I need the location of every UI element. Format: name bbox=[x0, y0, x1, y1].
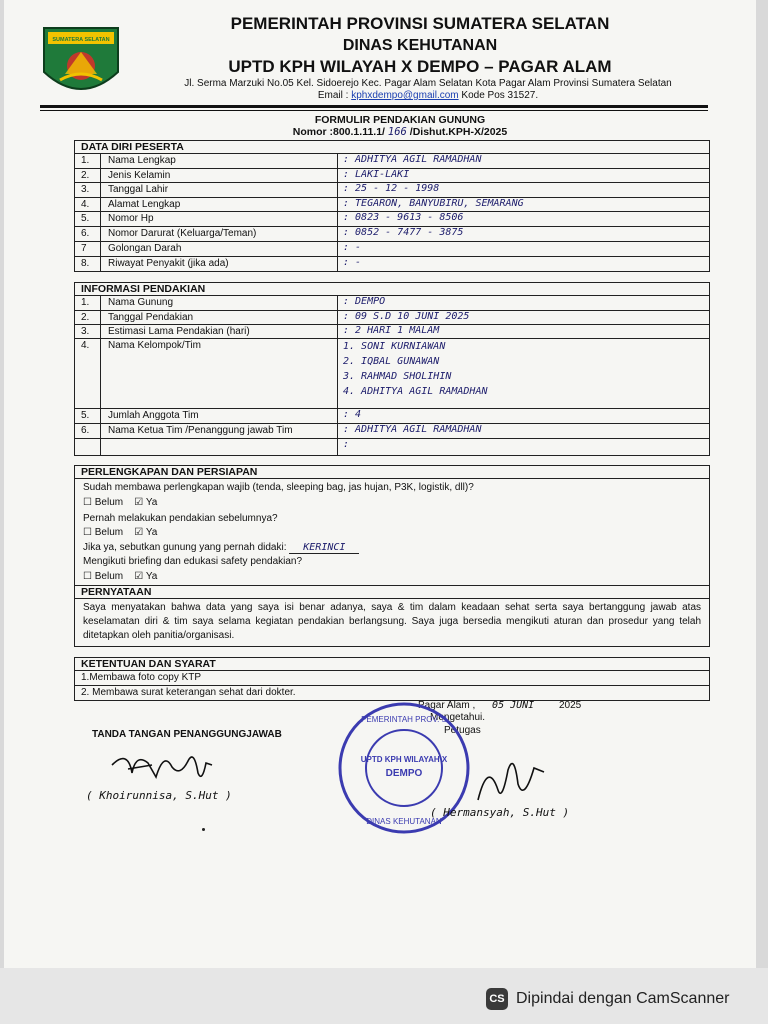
checkbox-checked-icon[interactable]: ☑ bbox=[134, 527, 144, 538]
header-rule-thick bbox=[40, 105, 708, 108]
stamp-bottom-text: DINAS KEHUTANAN bbox=[366, 817, 442, 826]
email-link[interactable]: kphxdempo@gmail.com bbox=[351, 90, 459, 101]
row-number: 4. bbox=[81, 340, 90, 351]
row-number: 7 bbox=[81, 243, 87, 254]
perlengkapan-section bbox=[74, 465, 710, 586]
team-member-item: 4. ADHITYA AGIL RAMADHAN bbox=[343, 386, 488, 397]
row-number: 8. bbox=[81, 258, 90, 269]
perlengkapan-heading: PERLENGKAPAN DAN PERSIAPAN bbox=[75, 466, 709, 479]
row-value: : LAKI-LAKI bbox=[343, 169, 410, 180]
row-value: : 09 S.D 10 JUNI 2025 bbox=[343, 311, 470, 322]
row-value: : 25 - 12 - 1998 bbox=[343, 183, 440, 194]
petugas-label: Petugas bbox=[444, 725, 481, 736]
camscanner-watermark bbox=[486, 988, 729, 1010]
row-value: : DEMPO bbox=[343, 296, 386, 307]
form-title: FORMULIR PENDAKIAN GUNUNG bbox=[314, 114, 486, 126]
camscanner-logo-icon: CS bbox=[486, 988, 508, 1010]
pernyataan-section bbox=[74, 585, 710, 647]
row-number: 3. bbox=[81, 184, 90, 195]
stamp-mid2-text: DEMPO bbox=[385, 768, 423, 779]
province-logo-icon bbox=[40, 24, 122, 102]
header-address: Jl. Serma Marzuki No.05 Kel. Sidoerejo Kec. Pagar Alam Selatan Kota Pagar Alam Provinsi Sumatera Selatan bbox=[184, 78, 672, 89]
table-row bbox=[75, 227, 709, 242]
table-row bbox=[75, 257, 709, 269]
row-label: Jenis Kelamin bbox=[108, 170, 171, 181]
team-member-item: 1. SONI KURNIAWAN bbox=[343, 341, 446, 352]
table-row bbox=[75, 325, 709, 339]
table-row bbox=[75, 409, 709, 424]
ink-dot bbox=[202, 828, 205, 831]
checkbox-empty-icon[interactable]: ☐ bbox=[83, 527, 92, 538]
table-row bbox=[75, 424, 709, 439]
row-value: : ADHITYA AGIL RAMADHAN bbox=[343, 424, 482, 435]
row-value: : bbox=[343, 439, 350, 450]
table-row bbox=[75, 212, 709, 227]
row-label: Riwayat Penyakit (jika ada) bbox=[108, 258, 229, 269]
row-number: 5. bbox=[81, 213, 90, 224]
pernyataan-text: Saya menyatakan bahwa data yang saya isi benar adanya, saya & tim dalam keadaan sehat serta saya bertanggung jawab atas keselamatan diri & tim saya selama kegiatan pendakian berlangsung. Saya juga bersedia mengikuti aturan dan prosedur yang telah ditetapkan oleh panitia/organisasi. bbox=[83, 602, 701, 641]
table-row bbox=[75, 198, 709, 212]
question-perlengkapan: Sudah membawa perlengkapan wajib (tenda, sleeping bag, jas hujan, P3K, logistik, dll)? bbox=[83, 482, 474, 493]
table-row bbox=[75, 296, 709, 311]
question-pengalaman: Pernah melakukan pendakian sebelumnya? bbox=[83, 513, 278, 524]
row-value: : 4 bbox=[343, 409, 362, 420]
row-value: : 0852 - 7477 - 3875 bbox=[343, 227, 464, 238]
row-number: 2. bbox=[81, 312, 90, 323]
checkbox-empty-icon[interactable]: ☐ bbox=[83, 497, 92, 508]
row-number: 4. bbox=[81, 199, 90, 210]
form-number bbox=[200, 126, 600, 138]
header-line1: PEMERINTAH PROVINSI SUMATERA SELATAN bbox=[230, 14, 610, 33]
team-member-item: 2. IQBAL GUNAWAN bbox=[343, 356, 440, 367]
row-number: 1. bbox=[81, 297, 90, 308]
ketentuan-section bbox=[74, 657, 710, 701]
form-number-hand: 166 bbox=[387, 126, 407, 138]
mengetahui-label: Mengetahui. bbox=[430, 712, 486, 723]
question-briefing: Mengikuti briefing dan edukasi safety pendakian? bbox=[83, 556, 303, 567]
header-line3: UPTD KPH WILAYAH X DEMPO – PAGAR ALAM bbox=[228, 57, 612, 76]
row-value: : 2 HARI 1 MALAM bbox=[343, 325, 440, 336]
list-item: 2. Membawa surat keterangan sehat dari dokter. bbox=[81, 687, 296, 698]
checkbox-empty-icon[interactable]: ☐ bbox=[83, 571, 92, 582]
gunung-didaki-answer: KERINCI bbox=[289, 542, 359, 554]
answer-briefing: ☐ Belum ☑ Ya bbox=[83, 571, 158, 582]
informasi-section bbox=[74, 282, 710, 456]
form-number-prefix: Nomor :800.1.11.1/ bbox=[292, 126, 385, 138]
row-number: 2. bbox=[81, 170, 90, 181]
row-number: 6. bbox=[81, 425, 90, 436]
row-label: Nama Kelompok/Tim bbox=[108, 340, 201, 351]
camscanner-label: Dipindai dengan CamScanner bbox=[516, 990, 730, 1007]
row-number: 3. bbox=[81, 326, 90, 337]
row-value: : ADHITYA AGIL RAMADHAN bbox=[343, 154, 482, 165]
data-diri-section bbox=[74, 140, 710, 272]
stamp-mid1-text: UPTD KPH WILAYAH X bbox=[360, 755, 448, 764]
row-value: : 0823 - 9613 - 8506 bbox=[343, 212, 464, 223]
form-number-suffix: /Dishut.KPH-X/2025 bbox=[409, 126, 508, 138]
left-signer-name: ( Khoirunnisa, S.Hut ) bbox=[86, 789, 232, 802]
row-value: : - bbox=[343, 257, 362, 268]
row-label: Alamat Lengkap bbox=[108, 199, 181, 210]
ketentuan-heading: KETENTUAN DAN SYARAT bbox=[75, 658, 709, 671]
checkbox-checked-icon[interactable]: ☑ bbox=[134, 497, 144, 508]
row-label: Jumlah Anggota Tim bbox=[108, 410, 199, 421]
row-number: 1. bbox=[81, 155, 90, 166]
informasi-heading: INFORMASI PENDAKIAN bbox=[75, 283, 709, 296]
place-date: Pagar Alam , 05 JUNI 2025 bbox=[418, 700, 582, 711]
pernyataan-heading: PERNYATAAN bbox=[75, 586, 709, 599]
header-email-line bbox=[148, 90, 708, 101]
checkbox-checked-icon[interactable]: ☑ bbox=[134, 571, 144, 582]
table-row bbox=[75, 154, 709, 169]
row-number: 5. bbox=[81, 410, 90, 421]
header-line2: DINAS KEHUTANAN bbox=[342, 37, 498, 54]
signature-scribble-icon bbox=[108, 743, 218, 787]
row-label: Nomor Hp bbox=[108, 213, 154, 224]
row-number: 6. bbox=[81, 228, 90, 239]
row-label: Estimasi Lama Pendakian (hari) bbox=[108, 326, 250, 337]
table-row bbox=[75, 169, 709, 183]
data-diri-heading: DATA DIRI PESERTA bbox=[75, 141, 709, 154]
table-row bbox=[75, 311, 709, 325]
table-row bbox=[75, 183, 709, 198]
answer-pengalaman: ☐ Belum ☑ Ya bbox=[83, 527, 158, 538]
row-label: Golongan Darah bbox=[108, 243, 182, 254]
stamp-top-text: PEMERINTAH PROV. S bbox=[361, 715, 447, 724]
logo-text: SUMATERA SELATAN bbox=[52, 37, 110, 43]
table-row bbox=[75, 242, 709, 257]
postal-code: Kode Pos 31527. bbox=[461, 90, 539, 101]
email-label: Email : bbox=[317, 90, 349, 101]
row-value: : - bbox=[343, 242, 362, 253]
row-label: Nama Lengkap bbox=[108, 155, 176, 166]
row-label: Nomor Darurat (Keluarga/Teman) bbox=[108, 228, 257, 239]
header-rule-thin bbox=[40, 110, 708, 111]
question-gunung-didaki: Jika ya, sebutkan gunung yang pernah didaki: KERINCI bbox=[83, 542, 359, 553]
team-member-item: 3. RAHMAD SHOLIHIN bbox=[343, 371, 452, 382]
table-row bbox=[75, 439, 709, 452]
signature-label: TANDA TANGAN PENANGGUNGJAWAB bbox=[92, 729, 282, 740]
officer-name: ( Hermansyah, S.Hut ) bbox=[430, 806, 570, 819]
officer-signature-icon bbox=[468, 750, 548, 810]
list-item: 1.Membawa foto copy KTP bbox=[75, 671, 709, 686]
row-label: Nama Gunung bbox=[108, 297, 174, 308]
row-label: Nama Ketua Tim /Penanggung jawab Tim bbox=[108, 425, 293, 436]
answer-perlengkapan: ☐ Belum ☑ Ya bbox=[83, 497, 158, 508]
row-label: Tanggal Lahir bbox=[108, 184, 169, 195]
row-value: : TEGARON, BANYUBIRU, SEMARANG bbox=[343, 198, 524, 209]
row-label: Tanggal Pendakian bbox=[108, 312, 194, 323]
